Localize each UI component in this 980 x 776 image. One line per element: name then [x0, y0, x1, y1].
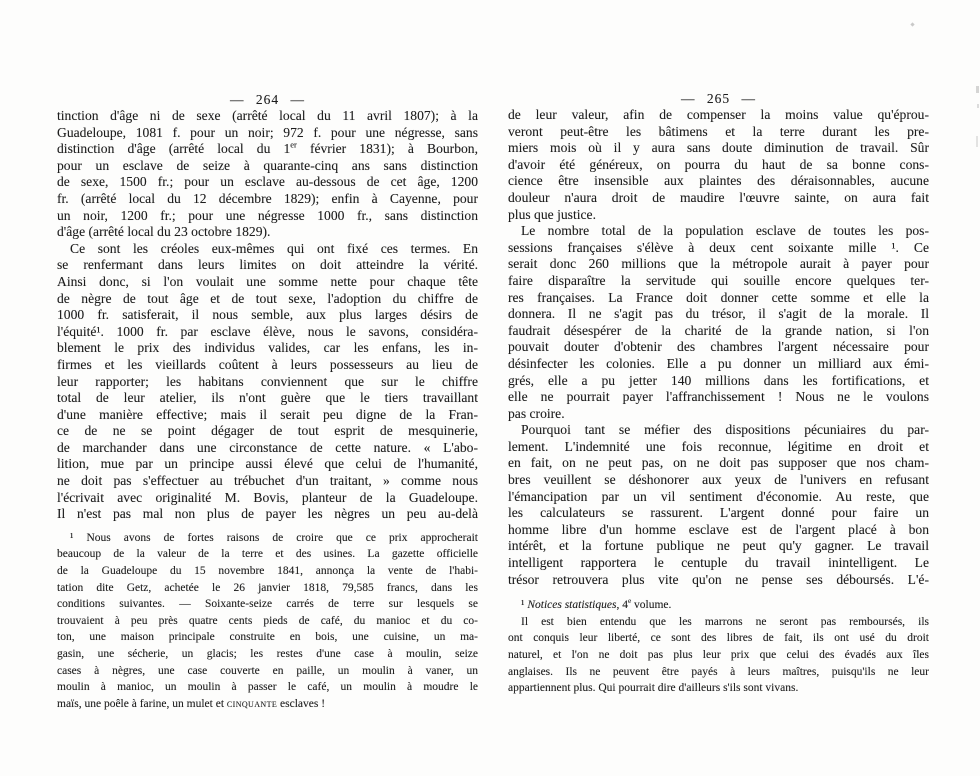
text-line: les calculateurs se rassurent. L'argent donné pour faire un — [508, 505, 929, 521]
text-line: ce de ne se point dégager de tout esprit de mesquinerie, — [57, 423, 478, 439]
text-line: donnera. Il ne s'agit pas du trésor, il s'agit de la morale. Il — [508, 306, 929, 322]
text-line: d'avoir été généreux, on pourra du haut de sa bonne cons- — [508, 156, 929, 172]
text-line: l'écrivait avec originalité M. Bovis, planteur de la Guadeloupe. — [57, 489, 478, 505]
text-line: anglaises. Ils ne peuvent être payés à leurs maîtres, puisqu'ils ne leur — [508, 665, 929, 678]
text-line: d'âge (arrêté local du 23 octobre 1829). — [57, 224, 271, 240]
page-right — [508, 90, 929, 697]
page-body-text — [57, 108, 478, 523]
text-line: gasin, une sécherie, un glacis; les restes d'une case à moulin, seize — [57, 648, 478, 660]
text-line: Il n'est pas mal non plus de payer les nègres un peu au-delà — [57, 506, 478, 522]
scan-artifact — [910, 22, 914, 26]
text-line: se renfermant dans leurs limites on doit atteindre la vérité. — [57, 257, 478, 273]
text-line: lement. L'indemnité une fois reconnue, légitime en droit et — [508, 438, 929, 454]
scan-artifact — [976, 86, 979, 93]
text-line: Guadeloupe, 1081 f. pour un noir; 972 f. pour une négresse, sans — [57, 124, 478, 140]
text-line: cases à nègres, une case couverte en paille, un moulin à vaner, un — [57, 664, 478, 677]
text-line: de la Guadeloupe du 15 novembre 1841, annonça la vente de l'habi- — [57, 565, 478, 578]
text-line: un noir, 1200 fr.; pour une négresse 1000 fr., sans distinction — [57, 207, 478, 223]
text-line: tation dite Getz, achetée le 26 janvier 1818, 79,585 francs, dans les — [57, 581, 478, 594]
page-body-text — [508, 107, 929, 588]
text-line: firmes et les vieillards coûtent à leurs possesseurs au lieu de — [57, 356, 478, 372]
text-line: ne doit pas s'effectuer au trébuchet d'un traitant, » comme nous — [57, 473, 478, 489]
page-footnote — [508, 597, 929, 697]
text-line: naturel, et l'on ne doit pas plus leur prix que celui des évadés aux îles — [508, 649, 929, 661]
text-line: grés, elle a pu jetter 140 millions dans les fortifications, et — [508, 372, 929, 388]
text-line: ¹ Nous avons de fortes raisons de croire que ce prix approcherait — [70, 531, 478, 544]
text-line: de sexe, 1500 fr.; pour un esclave au-dessous de cet âge, 1200 — [57, 174, 478, 190]
page-footnote — [57, 530, 478, 713]
text-line: douleur n'aura droit de maudire l'œuvre sainte, on aura fait — [508, 189, 929, 205]
text-line: total de leur atelier, ils n'ont guère que le tiers travaillant — [57, 390, 478, 406]
text-line: Il est bien entendu que les marrons ne seront pas remboursés, ils — [521, 615, 929, 628]
text-line: Pourquoi tant se méfier des dispositions pécuniaires du par- — [521, 422, 929, 438]
text-line: faudrait désespérer de la charité de la grande nation, si l'on — [508, 322, 929, 338]
text-line: elle ne pourrait payer l'affranchissement ! Nous ne le voulons — [508, 389, 929, 405]
text-line: plus que justice. — [508, 206, 596, 222]
text-line: intelligent rapportera le centuple du travail inintelligent. Le — [508, 555, 929, 571]
text-line: maïs, une poêle à farine, un mulet et cinquante esclaves ! — [57, 697, 326, 710]
text-line: cience être insensible aux plaintes des déraisonnables, aucune — [508, 173, 929, 189]
text-line: blement le prix des individus valides, car les enfans, les in- — [57, 340, 478, 356]
text-line: pouvait douter d'obtenir des chambres l'argent nécessaire pour — [508, 339, 929, 355]
scan-artifact — [977, 104, 979, 108]
text-line: de marchander dans une circonstance de cette nature. « L'abo- — [57, 439, 478, 455]
text-line: ton, une maison principale construite en bois, une cuisine, un ma- — [57, 631, 478, 644]
text-line: tinction d'âge ni de sexe (arrêté local du 11 avril 1807); à la — [57, 108, 478, 123]
text-line: Ce sont les créoles eux-mêmes qui ont fixé ces termes. En — [70, 240, 478, 256]
text-line: sessions françaises s'élève à deux cent soixante mille ¹. Ce — [508, 239, 929, 255]
text-line: serait donc 260 millions que la métropole aurait à payer pour — [508, 256, 929, 272]
text-line: appartiennent plus. Qui pourrait dire d'ailleurs s'ils sont vivans. — [508, 682, 799, 695]
scan-artifact — [976, 136, 978, 147]
page-left — [57, 91, 478, 712]
text-line: beaucoup de la valeur de la terre et des usines. La gazette officielle — [57, 548, 478, 561]
text-line: veront peut-être les bâtimens et la terre durant les pre- — [508, 123, 929, 139]
text-line: pas croire. — [508, 405, 565, 421]
text-line: distinction d'âge (arrêté local du 1er février 1831); à Bourbon, — [57, 141, 478, 157]
text-line: 1000 fr. satisferait, il nous semble, aux plus larges désirs de — [57, 307, 478, 323]
text-line: trésor retrouvera plus vite qu'on ne pense ses déboursés. L'é- — [508, 571, 929, 587]
text-line: faire disparaître la servitude qui souille encore quelques ter- — [508, 272, 929, 288]
text-line: désinfecter les colonies. Elle a pu donner un milliard aux émi- — [508, 355, 929, 371]
text-line: pour un esclave de seize à quarante-cinq ans sans distinction — [57, 157, 478, 173]
text-line: bres veuillent se déshonorer aux yeux de l'univers en refusant — [508, 472, 929, 488]
page-number-heading: — 264 — — [230, 92, 305, 107]
text-line: intérêt, et la fortune publique ne peut qu'y gagner. Le travail — [508, 538, 929, 554]
text-line: de nègre de tout âge et de tout sexe, l'adoption du chiffre de — [57, 290, 478, 306]
text-line: res françaises. La France doit donner cette somme et elle la — [508, 289, 929, 305]
text-line: en fait, on ne peut pas, on ne doit pas supposer que nos cham- — [508, 455, 929, 471]
text-line: de leur valeur, afin de compenser la moins value qu'éprou- — [508, 107, 929, 122]
text-line: lition, mue par un principe aussi élevé que celui de l'humanité, — [57, 456, 478, 472]
text-line: ¹ Notices statistiques, 4e volume. — [521, 597, 672, 612]
text-line: l'équité¹. 1000 fr. par esclave élève, nous le savons, considéra- — [57, 323, 478, 339]
text-line: leur rapporter; les habitans conviennent que sur le chiffre — [57, 373, 478, 389]
text-line: Ainsi donc, si l'on voulait une somme nette pour chaque tête — [57, 273, 478, 289]
text-line: d'une manière effective; mais il serait peu digne de la Fran- — [57, 406, 478, 422]
text-line: homme libre d'un homme esclave est de l'argent placé à bon — [508, 521, 929, 537]
text-line: miers mois où il y aura sans doute diminution de travail. Sûr — [508, 140, 929, 156]
text-line: l'émancipation par un vil sentiment d'économie. Au reste, que — [508, 488, 929, 504]
text-line: moulin à manioc, un moulin à passer le café, un moulin à moudre le — [57, 681, 478, 694]
page-number-heading: — 265 — — [681, 91, 756, 106]
text-line: conditions suivantes. — Soixante-seize carrés de terre sur lesquels se — [57, 598, 478, 611]
text-line: trouvaient à peu près quatre cents pieds de café, du manioc et du co- — [57, 614, 478, 627]
text-line: ont conquis leur liberté, ce sont des libres de fait, ils ont usé du droit — [508, 632, 929, 645]
text-line: fr. (arrêté local du 12 décembre 1829); enfin à Cayenne, pour — [57, 190, 478, 206]
text-line: Le nombre total de la population esclave de toutes les pos- — [521, 223, 929, 239]
